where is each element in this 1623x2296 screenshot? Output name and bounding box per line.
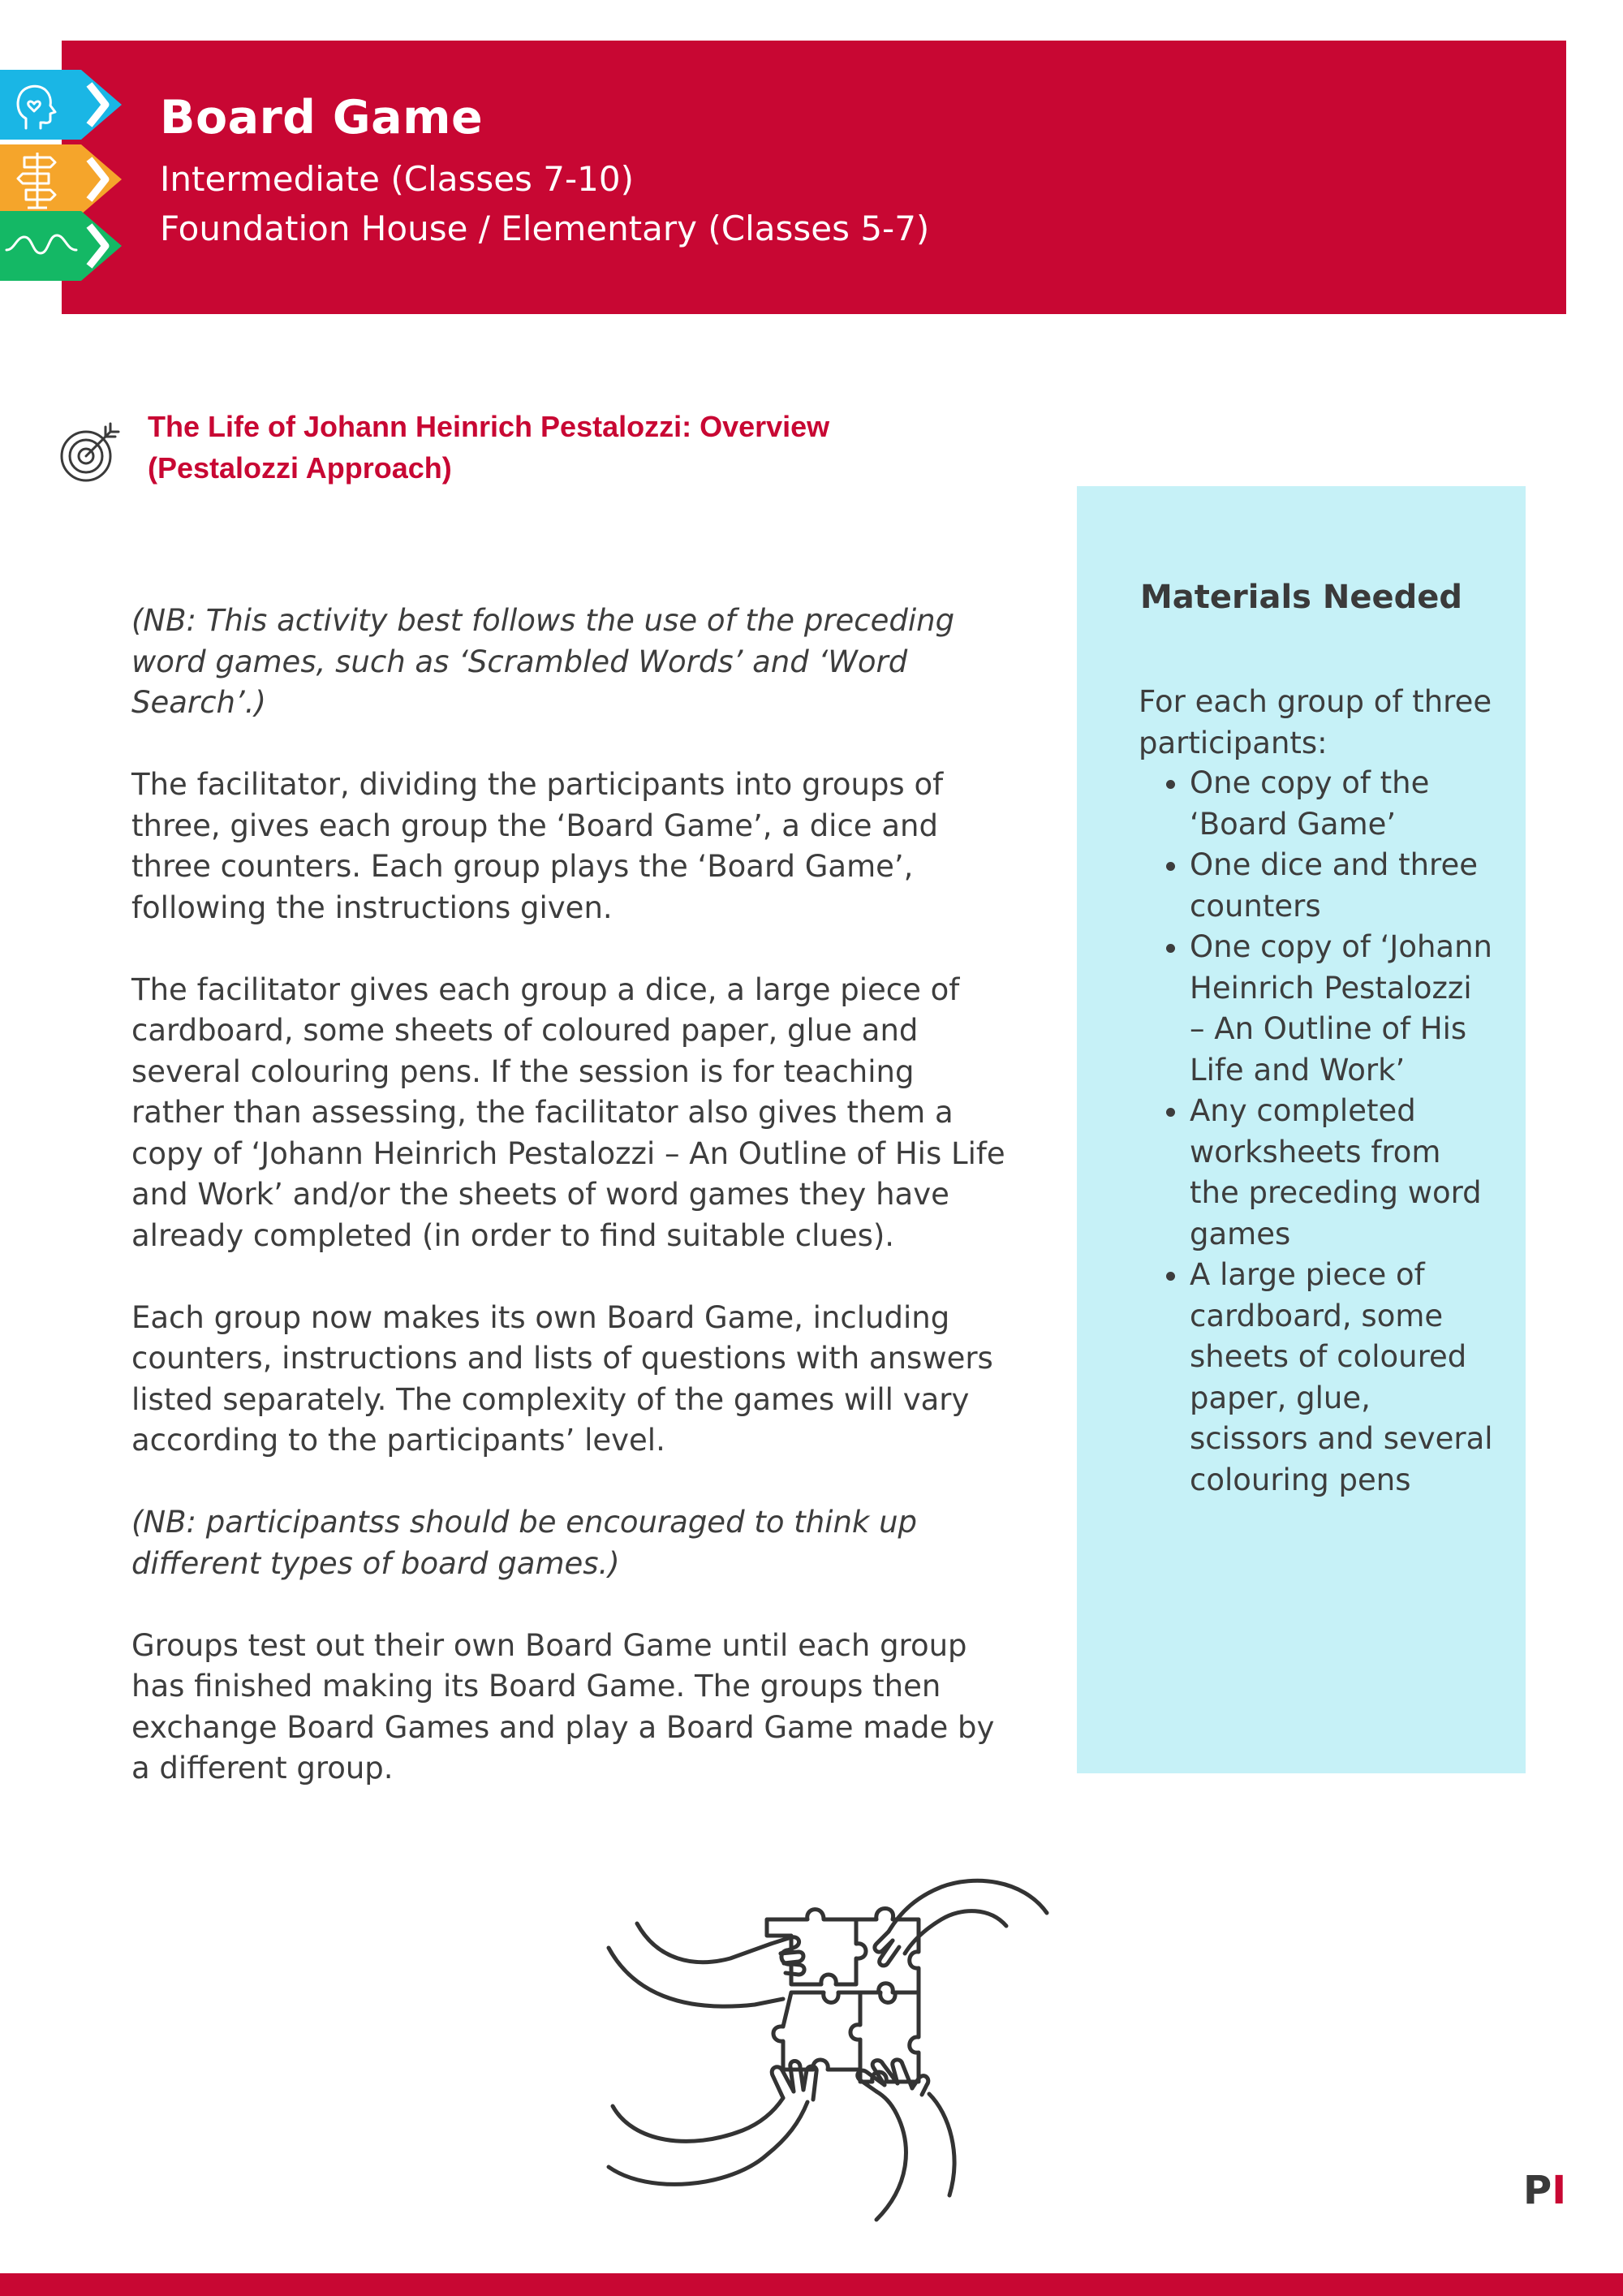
- instruction-paragraph: The facilitator, dividing the participants into groups of three, gives each group the ‘Board Game’, a dice and three counters. Each group plays the ‘Board Game’, following the instructions given.: [131, 767, 944, 925]
- materials-item: • One copy of the ‘Board Game’: [1190, 763, 1496, 845]
- materials-item: • A large piece of cardboard, some sheets of coloured paper, glue, scissors and several colouring pens: [1190, 1255, 1496, 1501]
- activity-instructions: [131, 601, 1008, 1830]
- materials-list: [1139, 763, 1496, 1501]
- instruction-paragraph: Each group now makes its own Board Game, including counters, instructions and lists of questions with answers listed separately. The complexity of the games will vary according to the participants’ level.: [131, 1299, 993, 1458]
- head-heart-tag: [0, 70, 122, 140]
- target-arrow-icon: [58, 422, 120, 484]
- instruction-paragraph: (NB: This activity best follows the use of the preceding word games, such as ‘Scrambled Words’ and ‘Word Search’.): [131, 603, 955, 720]
- logo-letter-i: I: [1552, 2168, 1567, 2213]
- materials-item: • One dice and three counters: [1190, 845, 1496, 927]
- footer-bar: [0, 2273, 1623, 2296]
- logo-letter-p: P: [1523, 2168, 1552, 2213]
- page-title: Board Game: [160, 91, 484, 144]
- instruction-paragraph: Groups test out their own Board Game until each group has finished making its Board Game. The groups then exchange Board Games and play a Board Game made by a different group.: [131, 1627, 995, 1786]
- pi-logo: [1523, 2168, 1567, 2213]
- objective-title-line2: (Pestalozzi Approach): [148, 451, 452, 485]
- instruction-paragraph: (NB: participantss should be encouraged to think up different types of board games.): [131, 1505, 918, 1581]
- materials-item: • Any completed worksheets from the preceding word games: [1190, 1091, 1496, 1255]
- wave-tag: [0, 211, 122, 281]
- objective-title-line1: The Life of Johann Heinrich Pestalozzi: Overview: [148, 410, 830, 443]
- materials-item: • One copy of ‘Johann Heinrich Pestalozzi – An Outline of His Life and Work’: [1190, 927, 1496, 1091]
- instruction-paragraph: The facilitator gives each group a dice, a large piece of cardboard, some sheets of coloured paper, glue and several colouring pens. If the session is for teaching rather than assessing, the facilitator also gives them a copy of ‘Johann Heinrich Pestalozzi – An Outline of His Life and Work’ and/or the sheets of word games they have already completed (in order to find suitable clues).: [131, 971, 1005, 1253]
- materials-sidebar: [1077, 486, 1526, 1773]
- hands-puzzle-icon: [601, 1863, 1055, 2228]
- materials-intro: For each group of three participants:: [1139, 684, 1492, 760]
- level-intermediate: Intermediate (Classes 7-10): [160, 159, 634, 199]
- objective-title: [148, 406, 959, 489]
- materials-title: Materials Needed: [1139, 579, 1463, 616]
- signpost-tag: [0, 144, 122, 214]
- level-foundation: Foundation House / Elementary (Classes 5-7): [160, 209, 930, 248]
